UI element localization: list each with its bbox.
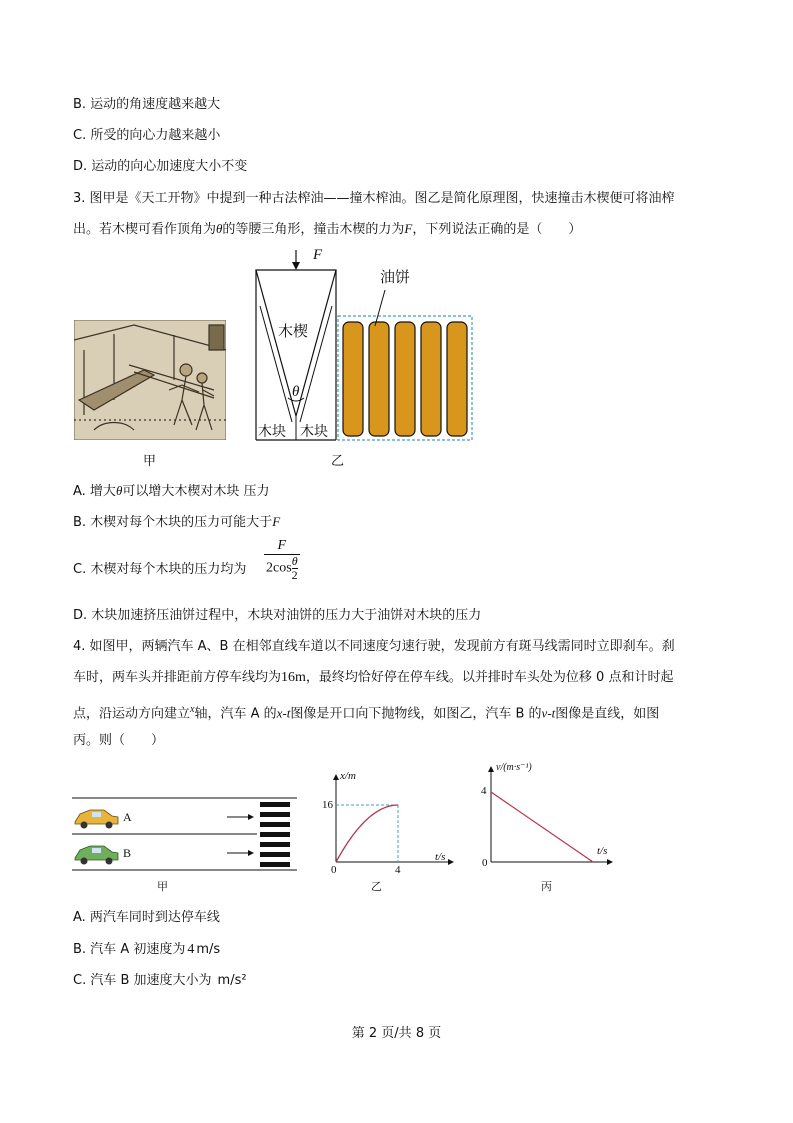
vt-line (491, 792, 593, 862)
q4-vt-symbol: v-t (541, 705, 556, 721)
block-right-label: 木块 (300, 424, 328, 440)
oilcake-4 (421, 322, 441, 436)
q3-figure-yi-caption: 乙 (331, 454, 345, 469)
yi-xlabel: t/s (435, 851, 446, 863)
q4-stem-line3-b: 轴，汽车 A 的 (194, 706, 277, 722)
q4-stem-line3-c: 图像是开口向下抛物线，如图乙，汽车 B 的 (290, 706, 542, 722)
car-b-label: B (123, 846, 132, 860)
q3-stem-text-c: ，下列说法正确的是（ ） (412, 222, 582, 237)
q3-option-b-F: F (272, 514, 281, 529)
xt-parabola-curve (336, 805, 398, 862)
q4-stem-line1: 4. 如图甲，两辆汽车 A、B 在相邻直线车道以不同速度匀速行驶，发现前方有斑马线需同时立即刹车。刹 (73, 639, 675, 654)
q3-figure-yi-diagram (240, 246, 480, 446)
q4-option-c-text: C. 汽车 B 加速度大小为 (73, 973, 212, 988)
oilcake-2 (369, 322, 389, 436)
yi-ylabel (340, 770, 356, 782)
q4-figure-bing-caption: 丙 (541, 880, 552, 893)
theta-label: θ (292, 384, 300, 400)
q3-option-c-text: C. 木楔对每个木块的压力均为 (73, 562, 247, 577)
q3-den-two: 2 (291, 568, 298, 582)
yi-xtick-4: 4 (395, 864, 401, 876)
q4-option-b (73, 940, 220, 960)
q3-figure-jia-woodcut (74, 320, 226, 440)
q3-option-a (73, 481, 269, 502)
oilcake-label: 油饼 (380, 268, 411, 286)
q3-option-d: D. 木块加速挤压油饼过程中，木块对油饼的压力大于油饼对木块的压力 (73, 608, 482, 623)
q3-den-theta: θ (291, 554, 298, 568)
q4-option-b-text: B. 汽车 A 初速度为 (73, 942, 186, 957)
q3-den-half-theta (292, 555, 298, 582)
q4-distance: 16m (281, 670, 306, 685)
q3-option-a-text1: A. 增大 (73, 484, 116, 499)
q4-stem-line3 (73, 700, 659, 724)
q3-figure-jia-caption: 甲 (143, 454, 157, 469)
q4-option-c (73, 971, 247, 991)
q3-force-symbol: F (404, 221, 413, 236)
q3-den-cos: 2cos (266, 560, 292, 576)
q4-stem-line2-b: ，最终均恰好停在停车线。以并排时车头处为位移 0 点和计时起 (305, 670, 674, 685)
q4-figure-jia-road (72, 790, 297, 875)
bing-ylabel: v/(m·s⁻¹) (496, 762, 532, 773)
q3-fraction-denominator (264, 555, 300, 582)
wedge-label: 木楔 (278, 322, 309, 340)
q4-figure-yi-xt-graph (318, 770, 458, 880)
q4-option-b-unit: m/s (196, 942, 221, 957)
q4-stem-line3-a: 点，沿运动方向建立 (73, 706, 191, 722)
q3-option-b-text: B. 木楔对每个木块的压力可能大于 (73, 515, 273, 530)
q4-stem-line4: 丙。则（ ） (73, 733, 165, 748)
q3-stem-text-a: 出。若木楔可看作顶角为 (73, 222, 217, 237)
car-b (75, 846, 118, 865)
q3-option-a-theta: θ (115, 483, 123, 498)
car-a (75, 810, 118, 829)
zebra-crossing (260, 802, 290, 867)
q4-stem-line2 (73, 668, 673, 688)
bing-origin: 0 (482, 857, 488, 869)
q4-figure-yi-caption: 乙 (371, 880, 382, 893)
q3-theta-symbol: θ (216, 221, 223, 236)
car-a-label: A (123, 810, 132, 824)
page-footer: 第 2 页/共 8 页 (351, 1026, 442, 1041)
q4-stem-line2-a: 车时，两车头并排距前方停车线均为 (73, 670, 282, 685)
q2-option-c: C. 所受的向心力越来越小 (73, 128, 221, 143)
q2-option-d: D. 运动的向心加速度大小不变 (73, 159, 248, 174)
q2-option-b: B. 运动的角速度越来越大 (73, 97, 221, 112)
block-left-label: 木块 (258, 424, 286, 440)
q4-stem-line3-d: 图像是直线，如图 (555, 706, 660, 722)
bing-ytick-4: 4 (481, 785, 487, 797)
q4-option-a: A. 两汽车同时到达停车线 (73, 910, 220, 925)
oilcake-1 (343, 322, 363, 436)
yi-origin: 0 (331, 864, 337, 876)
q3-stem-text-b: 的等腰三角形，撞击木楔的力为 (222, 222, 405, 237)
force-label-F: F (313, 247, 323, 263)
q4-option-b-value: 4 (187, 942, 195, 957)
q3-option-b (73, 512, 280, 533)
q3-option-c (73, 560, 246, 580)
yi-ylabel-text: x/m (340, 770, 356, 782)
q4-x-symbol: x (190, 704, 195, 715)
q4-figure-jia-caption: 甲 (157, 880, 168, 893)
q3-option-c-fraction (264, 538, 300, 582)
q3-stem-line1: 3. 图甲是《天工开物》中提到一种古法榨油——撞木榨油。图乙是简化原理图，快速撞击木楔便可将油榨 (73, 191, 675, 206)
bing-xlabel: t/s (597, 845, 608, 857)
yi-ytick-16: 16 (322, 799, 333, 811)
q3-stem-line2 (73, 219, 581, 240)
q4-xt-symbol: x-t (276, 705, 291, 721)
q3-option-a-text2: 可以增大木楔对木块 压力 (122, 484, 270, 499)
q4-option-c-unit: m/s² (217, 973, 247, 988)
oilcake-5 (447, 322, 467, 436)
oilcake-3 (395, 322, 415, 436)
q3-fraction-numerator: F (264, 538, 300, 555)
q4-figure-bing-vt-graph (477, 762, 617, 872)
force-arrow-head (292, 262, 300, 270)
